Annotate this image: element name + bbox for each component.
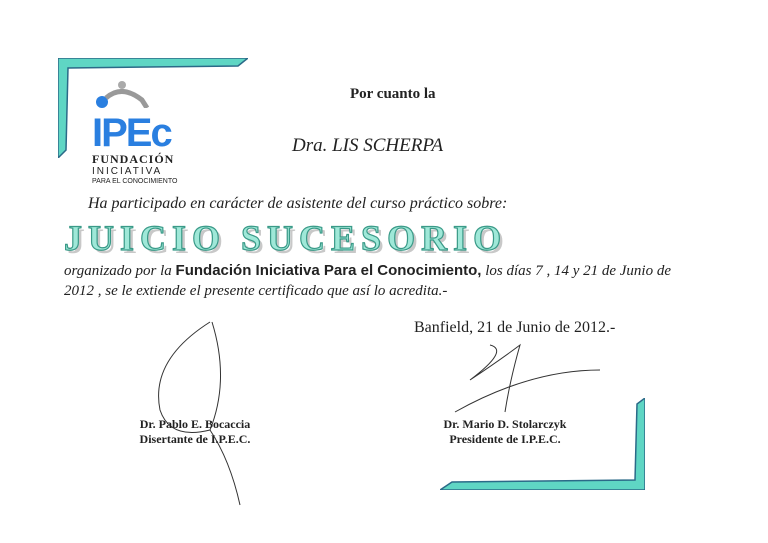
course-title: JUICIO SUCESORIO [64, 218, 508, 258]
signer-name: Dr. Pablo E. Bocaccia [139, 417, 251, 431]
logo-line2: INICIATIVA [92, 166, 163, 177]
signature-1-scribble [150, 320, 260, 510]
figure-icon [92, 80, 162, 108]
body-text [64, 261, 704, 301]
org-name: Fundación Iniciativa Para el Conocimiento, [175, 262, 482, 279]
recipient-name: Dra. LIS SCHERPA [292, 135, 444, 156]
signature-block-1 [115, 417, 275, 447]
header-text: Por cuanto la [350, 86, 436, 102]
decorative-corner-bottom-right [440, 398, 645, 490]
place-date: Banfield, 21 de Junio de 2012.- [414, 319, 616, 336]
intro-text: Ha participado en carácter de asistente del curso práctico sobre: [88, 195, 508, 212]
signer-role: Presidente de I.P.E.C. [449, 432, 561, 446]
ipec-logo [92, 80, 202, 186]
body-post: los días 7 , 14 y 21 de Junio de 2012 , se le extiende el presente certificado que así lo acredita.- [64, 263, 672, 299]
logo-line1: FUNDACIÓN [92, 152, 175, 166]
logo-mark: IPEc [92, 111, 171, 155]
logo-line3: PARA EL CONOCIMIENTO [92, 178, 178, 185]
signer-role: Disertante de I.P.E.C. [139, 432, 251, 446]
signer-name: Dr. Mario D. Stolarczyk [443, 417, 567, 431]
body-pre: organizado por la [64, 263, 176, 279]
